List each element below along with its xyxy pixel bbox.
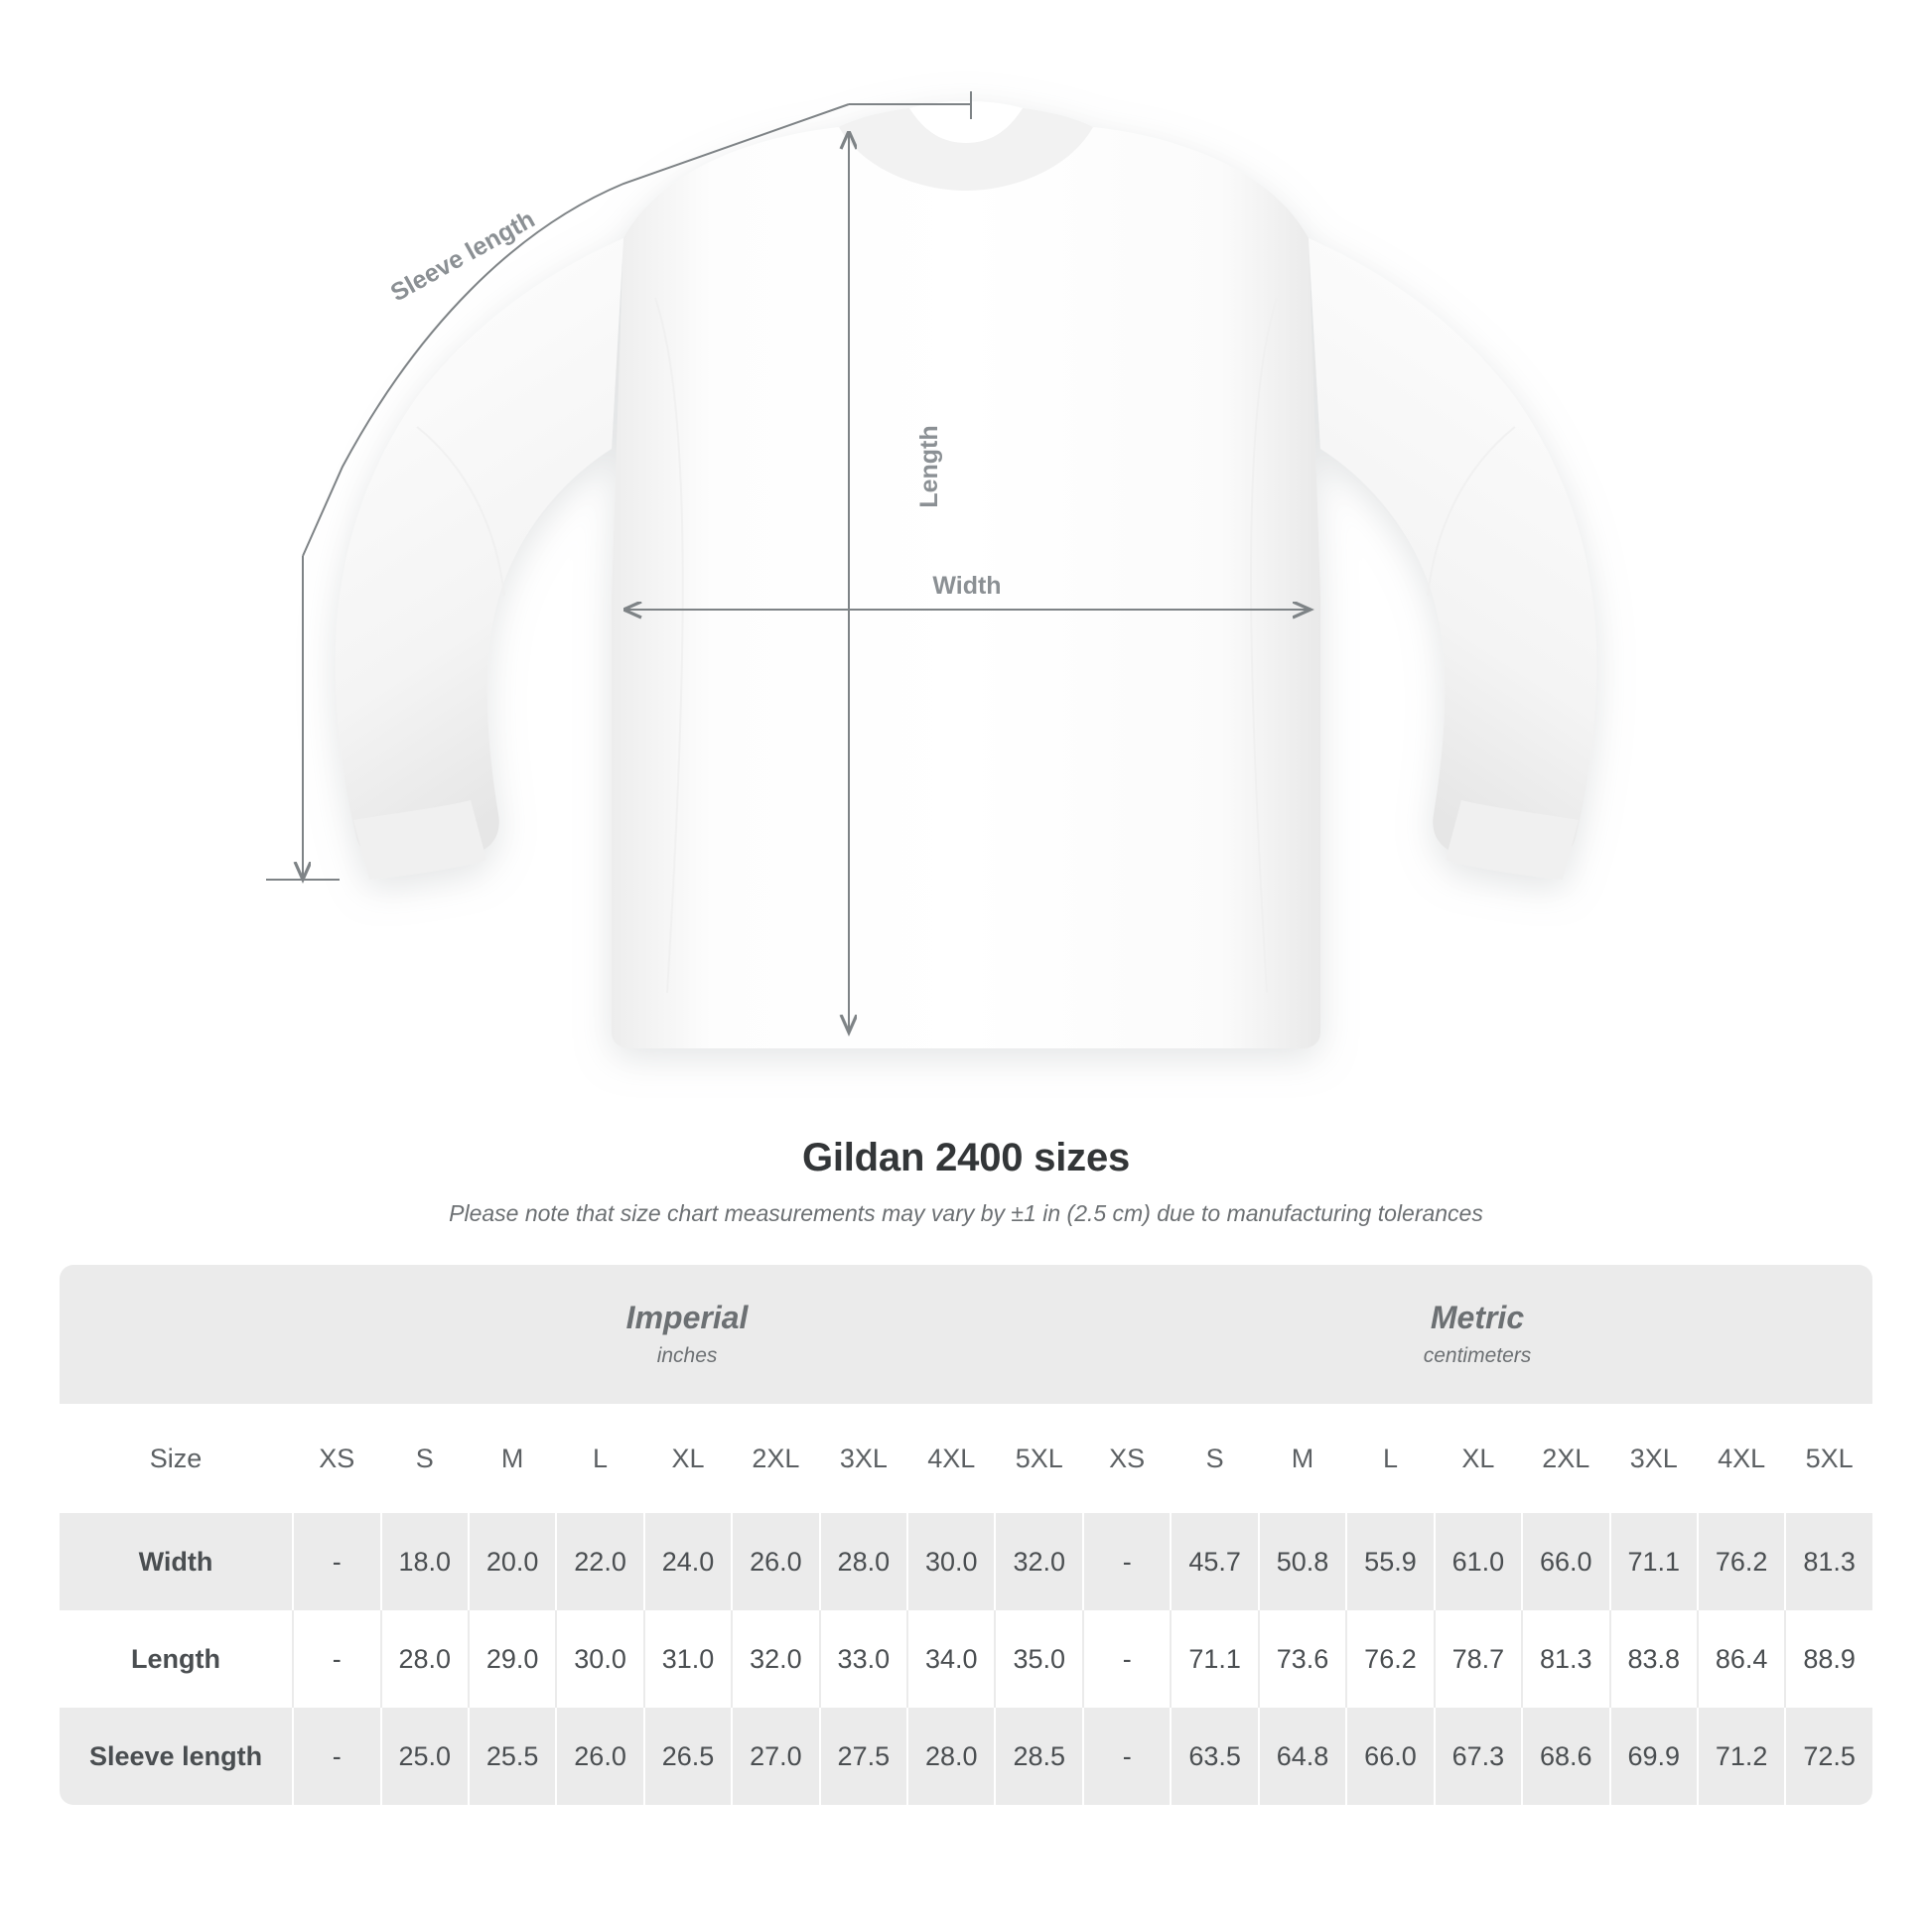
unit-header-row [60,1265,1872,1404]
cell-sleeve-metric-5xl: 72.5 [1784,1708,1872,1805]
cell-width-imperial-3xl: 28.0 [819,1513,906,1610]
unit-header-metric [1082,1265,1872,1404]
size-header-cell: M [468,1404,555,1513]
cell-width-metric-s: 45.7 [1170,1513,1257,1610]
cell-length-imperial-2xl: 32.0 [731,1610,818,1708]
size-table-wrapper [60,1265,1872,1805]
size-header-cell: XL [1434,1404,1521,1513]
cell-length-metric-xl: 78.7 [1434,1610,1521,1708]
size-header-cell: XS [292,1404,379,1513]
cell-length-imperial-l: 30.0 [555,1610,642,1708]
cell-sleeve-imperial-xs: - [292,1708,379,1805]
cell-width-metric-5xl: 81.3 [1784,1513,1872,1610]
size-header-row [60,1404,1872,1513]
cell-sleeve-metric-xl: 67.3 [1434,1708,1521,1805]
size-header-cell: L [555,1404,642,1513]
cell-width-imperial-xl: 24.0 [643,1513,731,1610]
cell-length-metric-s: 71.1 [1170,1610,1257,1708]
cell-length-metric-m: 73.6 [1258,1610,1345,1708]
table-row [60,1513,1872,1610]
cell-length-metric-xs: - [1082,1610,1170,1708]
cell-sleeve-metric-l: 66.0 [1345,1708,1433,1805]
row-label-sleeve-length: Sleeve length [60,1708,292,1805]
size-header-cell: 4XL [906,1404,994,1513]
cell-sleeve-metric-xs: - [1082,1708,1170,1805]
cell-width-imperial-2xl: 26.0 [731,1513,818,1610]
cell-length-metric-2xl: 81.3 [1521,1610,1608,1708]
cell-length-metric-3xl: 83.8 [1609,1610,1697,1708]
cell-length-imperial-s: 28.0 [380,1610,468,1708]
table-row [60,1708,1872,1805]
chart-title: Gildan 2400 sizes [801,1136,1131,1179]
cell-sleeve-metric-3xl: 69.9 [1609,1708,1697,1805]
size-header-cell: L [1345,1404,1433,1513]
size-header-cell: 5XL [994,1404,1082,1513]
size-header-cell: S [380,1404,468,1513]
cell-length-metric-5xl: 88.9 [1784,1610,1872,1708]
size-header-cell: XS [1082,1404,1170,1513]
cell-width-imperial-l: 22.0 [555,1513,642,1610]
cell-width-imperial-m: 20.0 [468,1513,555,1610]
cell-sleeve-imperial-s: 25.0 [380,1708,468,1805]
cell-sleeve-imperial-4xl: 28.0 [906,1708,994,1805]
cell-width-metric-3xl: 71.1 [1609,1513,1697,1610]
cell-width-metric-2xl: 66.0 [1521,1513,1608,1610]
unit-sub-metric: centimeters [1423,1343,1532,1367]
cell-length-metric-l: 76.2 [1345,1610,1433,1708]
size-header-cell: M [1258,1404,1345,1513]
unit-header-imperial [292,1265,1082,1404]
size-header-cell: XL [643,1404,731,1513]
unit-header-spacer [60,1265,292,1404]
unit-name-imperial: Imperial [625,1300,749,1336]
length-label: Length [915,425,943,508]
cell-sleeve-metric-4xl: 71.2 [1697,1708,1784,1805]
cell-width-imperial-s: 18.0 [380,1513,468,1610]
size-header-cell: 4XL [1697,1404,1784,1513]
size-header-cell: 2XL [1521,1404,1608,1513]
cell-length-imperial-xl: 31.0 [643,1610,731,1708]
size-header-cell: 5XL [1784,1404,1872,1513]
size-table [60,1265,1872,1805]
cell-sleeve-metric-2xl: 68.6 [1521,1708,1608,1805]
row-label-width: Width [60,1513,292,1610]
cell-length-imperial-5xl: 35.0 [994,1610,1082,1708]
cell-sleeve-metric-m: 64.8 [1258,1708,1345,1805]
width-label: Width [932,572,1002,600]
cell-width-imperial-xs: - [292,1513,379,1610]
cell-width-metric-l: 55.9 [1345,1513,1433,1610]
cell-sleeve-metric-s: 63.5 [1170,1708,1257,1805]
title-block [0,1136,1932,1227]
cell-sleeve-imperial-l: 26.0 [555,1708,642,1805]
row-label-length: Length [60,1610,292,1708]
cell-sleeve-imperial-xl: 26.5 [643,1708,731,1805]
cell-length-imperial-xs: - [292,1610,379,1708]
size-header-cell: S [1170,1404,1257,1513]
unit-name-metric: Metric [1430,1300,1525,1336]
cell-length-imperial-4xl: 34.0 [906,1610,994,1708]
table-row [60,1610,1872,1708]
cell-width-imperial-5xl: 32.0 [994,1513,1082,1610]
size-header-cell: 3XL [819,1404,906,1513]
cell-width-metric-xl: 61.0 [1434,1513,1521,1610]
cell-length-imperial-m: 29.0 [468,1610,555,1708]
chart-subtitle: Please note that size chart measurements may vary by ±1 in (2.5 cm) due to manufacturing tolerances [449,1200,1483,1226]
cell-length-metric-4xl: 86.4 [1697,1610,1784,1708]
cell-width-metric-xs: - [1082,1513,1170,1610]
cell-sleeve-imperial-m: 25.5 [468,1708,555,1805]
cell-width-imperial-4xl: 30.0 [906,1513,994,1610]
sleeve-length-label: Sleeve length [385,205,540,308]
cell-sleeve-imperial-2xl: 27.0 [731,1708,818,1805]
size-header-label: Size [60,1404,292,1513]
cell-width-metric-m: 50.8 [1258,1513,1345,1610]
cell-sleeve-imperial-3xl: 27.5 [819,1708,906,1805]
cell-length-imperial-3xl: 33.0 [819,1610,906,1708]
unit-sub-imperial: inches [656,1343,718,1367]
size-header-cell: 2XL [731,1404,818,1513]
cell-sleeve-imperial-5xl: 28.5 [994,1708,1082,1805]
cell-width-metric-4xl: 76.2 [1697,1513,1784,1610]
size-header-cell: 3XL [1609,1404,1697,1513]
